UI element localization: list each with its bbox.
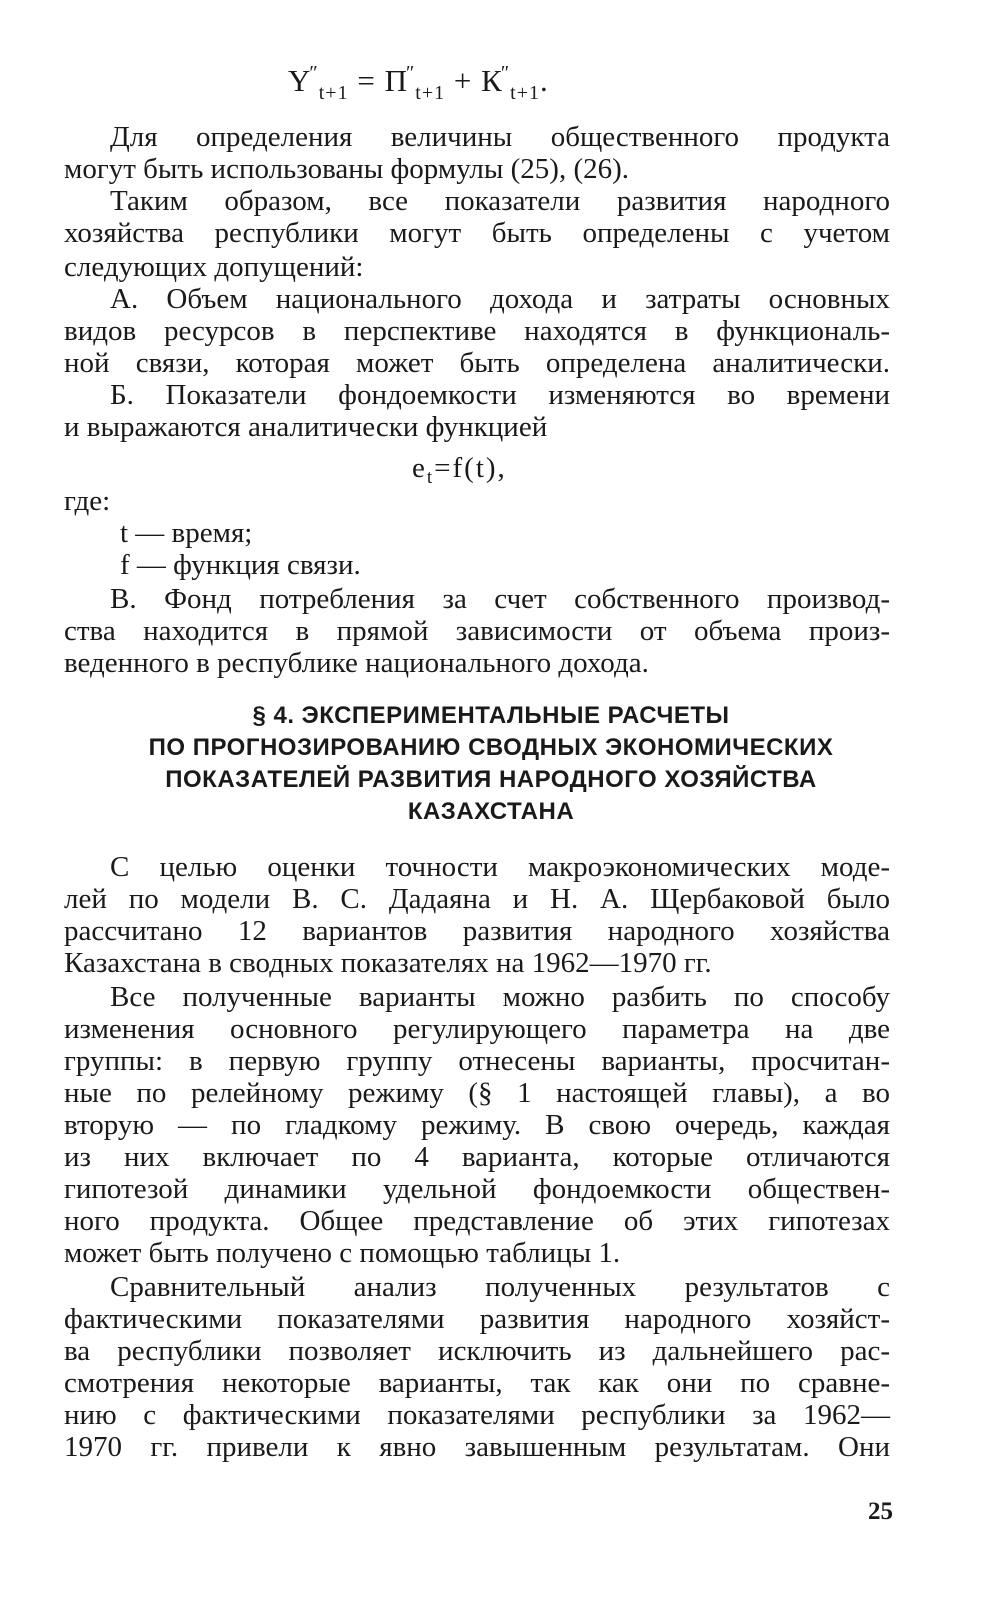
section-heading-line: § 4. ЭКСПЕРИМЕНТАЛЬНЫЕ РАСЧЕТЫ — [252, 702, 730, 729]
formula-prime: ″ — [405, 62, 416, 84]
formula-plus: + — [445, 63, 482, 98]
text-line: хозяйства республики могут быть определены с учетом — [64, 217, 890, 249]
formula-equals: = — [348, 63, 385, 98]
text-line: В. Фонд потребления за счет собственного производ- — [110, 583, 890, 615]
formula-capital-intensity — [412, 452, 507, 489]
text-line: ной связи, которая может быть определена аналитически. — [64, 347, 890, 379]
definition-line: f — функция связи. — [120, 549, 361, 581]
formula-period: . — [540, 63, 549, 98]
text-line: может быть получено с помощью таблицы 1. — [64, 1237, 621, 1269]
text-line: следующих допущений: — [64, 251, 364, 283]
formula-national-income — [288, 62, 549, 105]
formula-symbol: К — [481, 63, 503, 98]
text-line: где: — [64, 485, 111, 517]
formula-rest: =f(t), — [434, 452, 507, 484]
text-line: фактическими показателями развития народного хозяйст- — [64, 1303, 890, 1335]
formula-prime: ″ — [500, 62, 511, 84]
text-line: и выражаются аналитически функцией — [64, 411, 548, 443]
formula-symbol: Y — [288, 63, 312, 98]
text-line: Все полученные варианты можно разбить по способу — [110, 981, 890, 1013]
formula-index: t+1 — [415, 82, 446, 104]
formula-index: t — [426, 467, 435, 488]
text-line: из них включает по 4 варианта, которые отличаются — [64, 1141, 890, 1173]
text-line: вторую — по гладкому режиму. В свою очередь, каждая — [64, 1109, 890, 1141]
text-line: группы: в первую группу отнесены варианты, просчитан- — [64, 1045, 890, 1077]
text-line: могут быть использованы формулы (25), (26). — [64, 153, 630, 185]
text-line: Казахстана в сводных показателях на 1962—1970 гг. — [64, 947, 712, 979]
text-line: Б. Показатели фондоемкости изменяются во времени — [110, 379, 890, 411]
section-heading-line: ПОКАЗАТЕЛЕЙ РАЗВИТИЯ НАРОДНОГО ХОЗЯЙСТВА — [165, 766, 817, 793]
text-line: Таким образом, все показатели развития народного — [110, 185, 890, 217]
formula-index: t+1 — [318, 82, 349, 104]
text-line: Сравнительный анализ полученных результатов с — [110, 1271, 890, 1303]
text-line: смотрения некоторые варианты, так как они по сравне- — [64, 1367, 890, 1399]
formula-index: t+1 — [510, 82, 540, 104]
text-line: С целью оценки точности макроэкономических моде- — [110, 851, 890, 883]
text-line: Для определения величины общественного продукта — [110, 121, 890, 153]
text-line: А. Объем национального дохода и затраты основных — [110, 283, 890, 315]
definition-line: t — время; — [120, 517, 253, 549]
text-line: 1970 гг. привели к явно завышенным результатам. Они — [64, 1431, 890, 1463]
text-line: ные по релейному режиму (§ 1 настоящей главы), а во — [64, 1077, 890, 1109]
formula-prime: ″ — [309, 62, 319, 84]
formula-symbol: e — [412, 452, 427, 484]
text-line: видов ресурсов в перспективе находятся в функциональ- — [64, 315, 890, 347]
text-line: изменения основного регулирующего параметра на две — [64, 1013, 890, 1045]
formula-symbol: П — [384, 63, 408, 98]
section-heading-line: ПО ПРОГНОЗИРОВАНИЮ СВОДНЫХ ЭКОНОМИЧЕСКИХ — [148, 734, 834, 761]
text-line: веденного в республике национального дохода. — [64, 647, 649, 679]
text-line: ва республики позволяет исключить из дальнейшего рас- — [64, 1335, 890, 1367]
page-number: 25 — [868, 1498, 893, 1525]
text-line: рассчитано 12 вариантов развития народного хозяйства — [64, 915, 890, 947]
text-line: ства находится в прямой зависимости от объема произ- — [64, 615, 890, 647]
text-line: нию с фактическими показателями республики за 1962— — [64, 1399, 890, 1431]
text-line: лей по модели В. С. Дадаяна и Н. А. Щербаковой было — [64, 883, 890, 915]
text-line: гипотезой динамики удельной фондоемкости обществен- — [64, 1173, 890, 1205]
text-line: ного продукта. Общее представление об этих гипотезах — [64, 1205, 890, 1237]
section-heading-line: КАЗАХСТАНА — [407, 798, 575, 825]
